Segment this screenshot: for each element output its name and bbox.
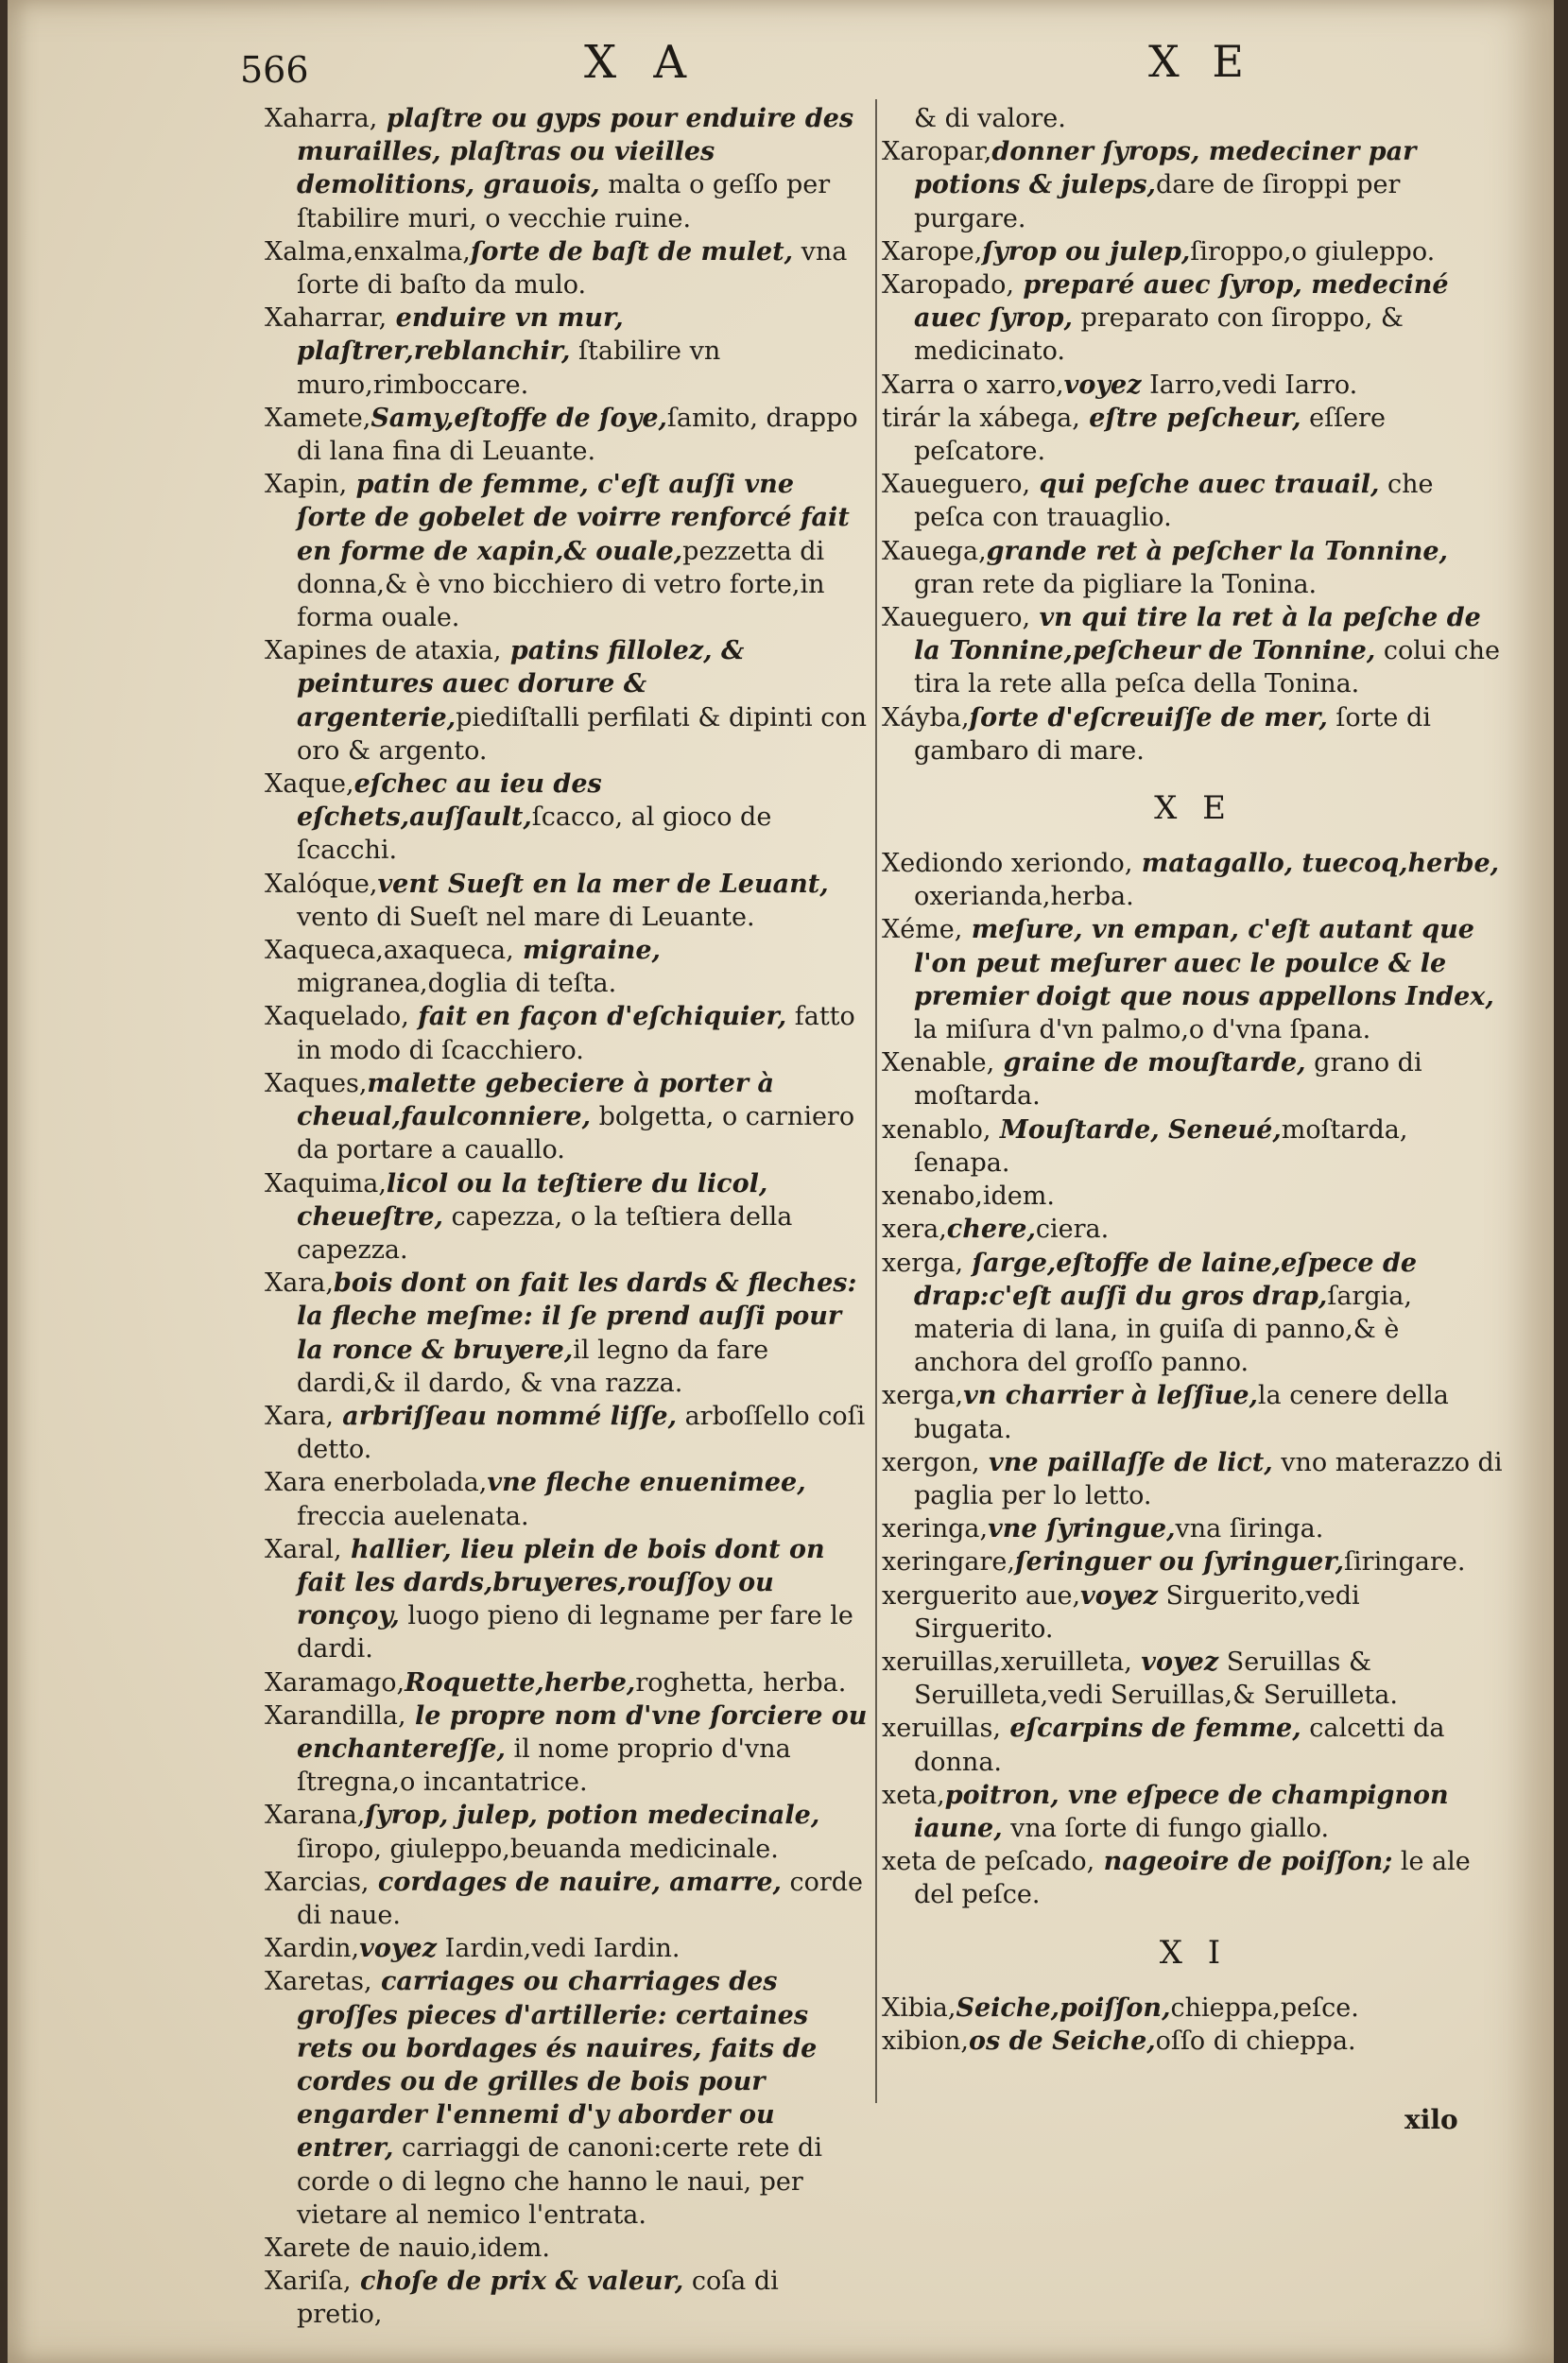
entry-italian: il legno da fare dardi,& il dardo, & vna razza.	[297, 1335, 769, 1398]
entry-italian: pezzetta di donna,& è vno bicchiero di vetro forte,in forma ouale.	[297, 536, 825, 633]
entry-headword: Xara enerbolada,	[265, 1468, 488, 1498]
entry-french: eſcarpins de femme,	[1000, 1714, 1301, 1744]
entry-headword: xeruillas,	[882, 1714, 1001, 1744]
entry-french: voyez	[1131, 1647, 1219, 1677]
entry-italian: malta o geſſo per ſtabilire muri, o vecchie ruine.	[297, 170, 831, 233]
entry-french: os de Seiche,	[969, 2026, 1156, 2056]
entry-french: ſorte d'eſcreuiſſe de mer,	[969, 702, 1328, 733]
entry-french-2: plaſtras ou vieilles demolitions, grauois,	[297, 137, 715, 200]
dictionary-entry	[882, 468, 1506, 534]
entry-headword: xeruillas,xeruilleta,	[882, 1647, 1132, 1677]
entry-french: voyez	[1063, 370, 1142, 400]
dictionary-entry	[265, 1067, 870, 1167]
entry-italian: coſa di pretio,	[297, 2267, 779, 2330]
dictionary-entry	[882, 1779, 1506, 1845]
entry-italian: dare de ſiroppi per purgare.	[914, 170, 1401, 233]
entry-french: nageoire de poiſſon;	[1094, 1847, 1393, 1877]
entry-italian: freccia auelenata.	[297, 1501, 529, 1531]
entry-french: licol ou la teſtiere du licol, cheueſtre,	[297, 1168, 768, 1232]
entry-italian: ſiropo, giuleppo,beuanda medicinale.	[297, 1834, 779, 1864]
entry-french: choſe de prix & valeur,	[351, 2267, 684, 2297]
dictionary-entry	[265, 1932, 870, 1965]
dictionary-entry	[265, 1466, 870, 1532]
entry-french: Seiche,poiſſon,	[956, 1992, 1171, 2023]
entry-french: qui peſche auec trauail,	[1030, 470, 1380, 500]
page-number: 566	[240, 49, 309, 91]
dictionary-entry	[882, 913, 1506, 1046]
entry-headword: Xarana,	[265, 1801, 366, 1831]
entry-italian: eſſere peſcatore.	[914, 403, 1386, 467]
left-column	[265, 102, 870, 2332]
dictionary-entry	[882, 369, 1506, 402]
entry-headword: xenablo,	[882, 1114, 991, 1145]
column-divider	[875, 99, 877, 2103]
entry-italian: migranea,doglia di teſta.	[297, 969, 617, 999]
entry-italian: preparato con ſiroppo, & medicinato.	[914, 303, 1404, 367]
entry-french: fait en façon d'eſchiquier,	[408, 1002, 787, 1032]
dictionary-entry	[882, 235, 1506, 268]
right-column	[882, 102, 1506, 2058]
entry-headword: Xaramago,	[265, 1667, 405, 1698]
dictionary-page	[8, 0, 1554, 2363]
dictionary-entry	[882, 102, 1506, 135]
entry-headword: Xarope,	[882, 236, 983, 267]
dictionary-entry	[882, 847, 1506, 913]
entry-headword: Xaretas,	[265, 1967, 372, 1997]
entry-headword: Xara,	[265, 1401, 334, 1431]
entry-french: ſeringuer ou ſyringuer,	[1015, 1547, 1345, 1578]
entry-headword: Xamete,	[265, 403, 371, 433]
dictionary-entry	[265, 235, 870, 302]
catchword: xilo	[1404, 2104, 1458, 2135]
entry-french: vne fleche enuenimee,	[487, 1468, 806, 1498]
entry-headword: Xapines de ataxia,	[265, 636, 502, 666]
entry-italian: moſtarda, ſenapa.	[914, 1114, 1408, 1178]
entry-headword: Xáyba,	[882, 702, 970, 733]
dictionary-entry	[882, 1512, 1506, 1545]
entry-french: voyez	[359, 1934, 438, 1964]
entry-headword: Xarete de nauio,	[265, 2234, 478, 2263]
entry-french: vent Sueſt en la mer de Leuant,	[377, 869, 829, 899]
entry-headword: Xaueguero,	[882, 603, 1031, 633]
entry-headword: xerga,	[882, 1381, 964, 1411]
dictionary-entry	[265, 1400, 870, 1466]
entry-italian: grano di moſtarda.	[914, 1048, 1422, 1112]
entry-headword: tirár la xábega,	[882, 403, 1080, 433]
dictionary-entry	[265, 934, 870, 1000]
entry-headword: Xalóque,	[265, 869, 378, 899]
entry-french: voyez	[1080, 1580, 1158, 1611]
entry-headword: Xaropado,	[882, 270, 1014, 301]
dictionary-entry	[882, 1213, 1506, 1246]
entry-french: carriages ou charriages des groſſes pieces d'artillerie: certaines rets ou bordages és nauires, faits de cordes ou de grilles de bois pour engarder l'ennemi d'y aborder ou entrer,	[297, 1967, 818, 2164]
entry-headword: xerguerito aue,	[882, 1580, 1081, 1611]
entry-italian: roghetta, herba.	[635, 1667, 847, 1698]
dictionary-entry	[882, 1712, 1506, 1778]
dictionary-entry	[882, 1379, 1506, 1445]
dictionary-entry	[265, 1533, 870, 1666]
dictionary-entry	[882, 1180, 1506, 1213]
entry-italian: vna ſorte di baſto da mulo.	[297, 236, 848, 301]
entry-italian: vno materazzo di paglia per lo letto.	[914, 1447, 1503, 1510]
dictionary-entry	[265, 2232, 870, 2265]
dictionary-entry	[265, 868, 870, 934]
entry-italian: ſorte di gambaro di mare.	[914, 702, 1431, 766]
entry-french: meſure, vn empan, c'eſt autant que l'on peut meſurer auec le poulce & le premier doigt que nous appellons Index,	[914, 915, 1494, 1011]
entry-headword: xera,	[882, 1215, 947, 1245]
entry-italian: ſamito, drappo di lana fina di Leuante.	[297, 403, 858, 467]
entry-italian: Seruillas & Seruilleta,vedi Seruillas,& Seruilleta.	[914, 1647, 1398, 1711]
entry-headword: Xaueguero,	[882, 470, 1031, 500]
entry-headword: Xaharrar,	[265, 303, 388, 334]
entry-italian: capezza, o la teſtiera della capezza.	[297, 1201, 793, 1265]
dictionary-entry	[265, 1000, 870, 1066]
dictionary-entry	[265, 1699, 870, 1800]
dictionary-entry	[882, 1545, 1506, 1578]
entry-french: preparé auec ſyrop, medeciné auec ſyrop,	[914, 270, 1449, 334]
entry-french: chere,	[946, 1215, 1036, 1245]
entry-italian: colui che tira la rete alla peſca della Tonina.	[914, 636, 1500, 699]
entry-french: migraine,	[513, 936, 661, 966]
entry-headword: Xara,	[265, 1268, 334, 1299]
right-running-head: X E	[1148, 36, 1253, 87]
entry-italian: ſcacco, al gioco de ſcacchi.	[297, 802, 772, 866]
entry-headword: Xéme,	[882, 915, 963, 945]
entry-headword: Xibia,	[882, 1992, 956, 2023]
entry-italian: gran rete da pigliare la Tonina.	[914, 569, 1318, 599]
entry-headword: Xardin,	[265, 1934, 360, 1964]
entry-french: poitron, vne eſpece de champignon iaune,	[914, 1780, 1449, 1843]
entry-french: vn charrier à leſſiue,	[963, 1381, 1258, 1411]
entry-headword: Xaqueca,axaqueca,	[265, 936, 514, 966]
entry-french: grande ret à peſcher la Tonnine,	[986, 536, 1448, 566]
entry-headword: xeringa,	[882, 1514, 989, 1544]
dictionary-entry	[882, 402, 1506, 468]
entry-italian: vna ſiringa.	[1175, 1514, 1324, 1544]
dictionary-entry	[882, 268, 1506, 369]
entry-headword: xeringare,	[882, 1547, 1015, 1578]
entry-headword: Xaquima,	[265, 1168, 387, 1199]
dictionary-entry	[882, 1046, 1506, 1113]
dictionary-entry	[265, 768, 870, 868]
dictionary-entry	[265, 1666, 870, 1699]
dictionary-entry	[265, 1799, 870, 1865]
entry-french: donner ſyrops, medeciner par potions & juleps,	[914, 137, 1417, 200]
entry-headword: Xalma,enxalma,	[265, 236, 471, 267]
entry-headword: xibion,	[882, 2026, 970, 2056]
entry-italian: ciera.	[1035, 1215, 1110, 1245]
entry-french: malette gebeciere à porter à cheual,faulconniere,	[297, 1068, 775, 1132]
entry-french: eſchec au ieu des eſchets,auſſault,	[297, 769, 602, 833]
entry-headword: xergon,	[882, 1447, 980, 1477]
entry-headword: Xaques,	[265, 1068, 368, 1098]
entry-french: matagallo, tuecoq,herbe,	[1132, 849, 1500, 879]
entry-italian: Sirguerito,vedi Sirguerito.	[914, 1580, 1360, 1644]
dictionary-entry	[265, 1267, 870, 1400]
dictionary-entry	[265, 402, 870, 468]
entry-french: ſorte de baſt de mulet,	[470, 236, 794, 267]
dictionary-entry	[265, 102, 870, 235]
entry-french: patin de femme, c'eſt auſſi vne ſorte de gobelet de voirre renforcé fait en forme de xapin,& ouale,	[297, 470, 850, 566]
entry-italian: piediſtalli perfilati & dipinti con oro & argento.	[297, 702, 868, 766]
entry-italian: idem.	[477, 2234, 550, 2263]
dictionary-entry	[265, 634, 870, 768]
entry-headword: Xarcias,	[265, 1867, 370, 1897]
xi-entries	[882, 1992, 1506, 2058]
entry-french: Roquette,herbe,	[405, 1667, 636, 1698]
entry-headword: xeta,	[882, 1780, 945, 1810]
section-heading-xi: X I	[1159, 1933, 1229, 1972]
entry-italian: idem.	[982, 1182, 1055, 1212]
entry-headword: Xaral,	[265, 1534, 342, 1564]
entry-french: vne ſyringue,	[988, 1514, 1176, 1544]
entry-italian: che peſca con trauaglio.	[914, 470, 1434, 533]
entry-italian: carriaggi de canoni:certe rete di corde o di legno che hanno le naui, per vietare al nemico l'entrata.	[297, 2133, 822, 2230]
entry-headword: Xauega,	[882, 536, 987, 566]
entry-italian: luogo pieno di legname per fare le dardi.	[297, 1601, 853, 1664]
entry-french: le propre nom d'vne ſorciere ou enchantereſſe,	[297, 1700, 868, 1764]
dictionary-entry	[882, 601, 1506, 701]
entry-french: vne paillaſſe de lict,	[979, 1447, 1273, 1477]
dictionary-entry	[882, 535, 1506, 601]
dictionary-entry	[265, 302, 870, 402]
dictionary-entry	[265, 1866, 870, 1932]
dictionary-entry	[882, 1247, 1506, 1380]
entry-italian: & di valore.	[914, 104, 1066, 133]
entry-italian: oxerianda,herba.	[914, 882, 1134, 912]
dictionary-entry	[882, 1446, 1506, 1512]
entry-italian: vna ſorte di fungo giallo.	[1002, 1813, 1330, 1843]
entry-italian: il nome proprio d'vna ſtregna,o incantatrice.	[297, 1733, 791, 1798]
entry-italian: ſtabilire vn muro,rimboccare.	[297, 336, 721, 400]
dictionary-entry	[882, 1646, 1506, 1712]
section-heading-xe: X E	[1154, 789, 1233, 828]
entry-french: arbriſſeau nommé liſſe,	[333, 1401, 677, 1431]
entry-headword: Xariſa,	[265, 2267, 352, 2297]
entry-italian: oſſo di chieppa.	[1155, 2026, 1356, 2056]
entry-italian: ſiroppo,o giuleppo.	[1190, 236, 1436, 267]
entry-italian: chieppa,peſce.	[1170, 1992, 1359, 2023]
entry-italian: bolgetta, o carniero da portare a cauallo.	[297, 1102, 855, 1165]
entry-italian: la miſura d'vn palmo,o d'vna ſpana.	[914, 1015, 1371, 1045]
entry-french: patins fillolez, & peintures auec dorure & argenterie,	[297, 636, 745, 733]
dictionary-entry	[882, 2025, 1506, 2058]
entry-italian: vento di Sueſt nel mare di Leuante.	[297, 902, 755, 932]
entry-headword: xenabo,	[882, 1182, 983, 1212]
entry-italian: ſargia, materia di lana, in guiſa di panno,& è anchora del groſſo panno.	[914, 1281, 1412, 1378]
dictionary-entry	[882, 1579, 1506, 1646]
entry-french: bois dont on fait les dards & fleches: la fleche meſme: il ſe prend auſſi pour la ronce & bruyere,	[297, 1268, 857, 1365]
entry-french: eſtre peſcheur,	[1079, 403, 1301, 433]
entry-headword: Xaropar,	[882, 137, 992, 167]
entry-french: enduire vn mur, plaſtrer,reblanchir,	[297, 303, 624, 367]
entry-italian: arboſſello coſi detto.	[297, 1401, 866, 1465]
entry-french: plaſtre ou gyps pour enduire des murailles,	[297, 104, 854, 167]
dictionary-entry	[265, 2265, 870, 2331]
entry-italian: le ale del peſce.	[914, 1847, 1471, 1910]
dictionary-entry	[882, 1992, 1506, 2025]
entry-french: Mouſtarde, Seneué,	[991, 1114, 1282, 1145]
dictionary-entry	[265, 1167, 870, 1268]
dictionary-entry	[882, 1113, 1506, 1180]
entry-french: Samy,eſtoffe de ſoye,	[370, 403, 667, 433]
entry-headword: xeta de peſcado,	[882, 1847, 1095, 1877]
entry-italian: fatto in modo di ſcacchiero.	[297, 1002, 855, 1065]
entry-french: ſarge,eſtoffe de laine,eſpece de drap:c'eſt auſſi du gros drap,	[914, 1248, 1418, 1311]
entry-headword: Xapin,	[265, 470, 348, 500]
entry-french: ſyrop ou julep,	[982, 236, 1191, 267]
dictionary-entry	[882, 701, 1506, 768]
right-column-xa-continuation	[882, 102, 1506, 768]
dictionary-entry	[882, 135, 1506, 235]
entry-italian: corde di naue.	[297, 1867, 864, 1930]
entry-french: vn qui tire la ret à la peſche de la Tonnine,peſcheur de Tonnine,	[914, 603, 1481, 666]
entry-french: graine de mouſtarde,	[994, 1048, 1306, 1078]
entry-italian: Iarro,vedi Iarro.	[1141, 370, 1358, 400]
dictionary-entry	[882, 1845, 1506, 1911]
entry-headword: xerga,	[882, 1248, 964, 1278]
entry-italian: ſiringare.	[1344, 1547, 1466, 1578]
entry-italian: la cenere della bugata.	[914, 1381, 1449, 1444]
entry-french: cordages de nauire, amarre,	[369, 1867, 782, 1897]
dictionary-entry	[265, 468, 870, 634]
entry-headword: Xenable,	[882, 1048, 995, 1078]
xe-entries	[882, 847, 1506, 1912]
entry-italian: Iardin,vedi Iardin.	[437, 1934, 681, 1964]
left-running-head: X A	[584, 36, 698, 89]
entry-headword: Xediondo xeriondo,	[882, 849, 1133, 879]
entry-italian: calcetti da donna.	[914, 1714, 1445, 1777]
entry-headword: Xarra o xarro,	[882, 370, 1064, 400]
entry-headword: Xaquelado,	[265, 1002, 409, 1032]
entry-french: ſyrop, julep, potion medecinale,	[365, 1801, 820, 1831]
dictionary-entry	[265, 1965, 870, 2232]
entry-headword: Xarandilla,	[265, 1700, 406, 1731]
entry-french: hallier, lieu plein de bois dont on fait les dards,bruyeres,rouſſoy ou ronçoy,	[297, 1534, 825, 1631]
entry-headword: Xaharra,	[265, 104, 378, 133]
entry-headword: Xaque,	[265, 769, 354, 800]
